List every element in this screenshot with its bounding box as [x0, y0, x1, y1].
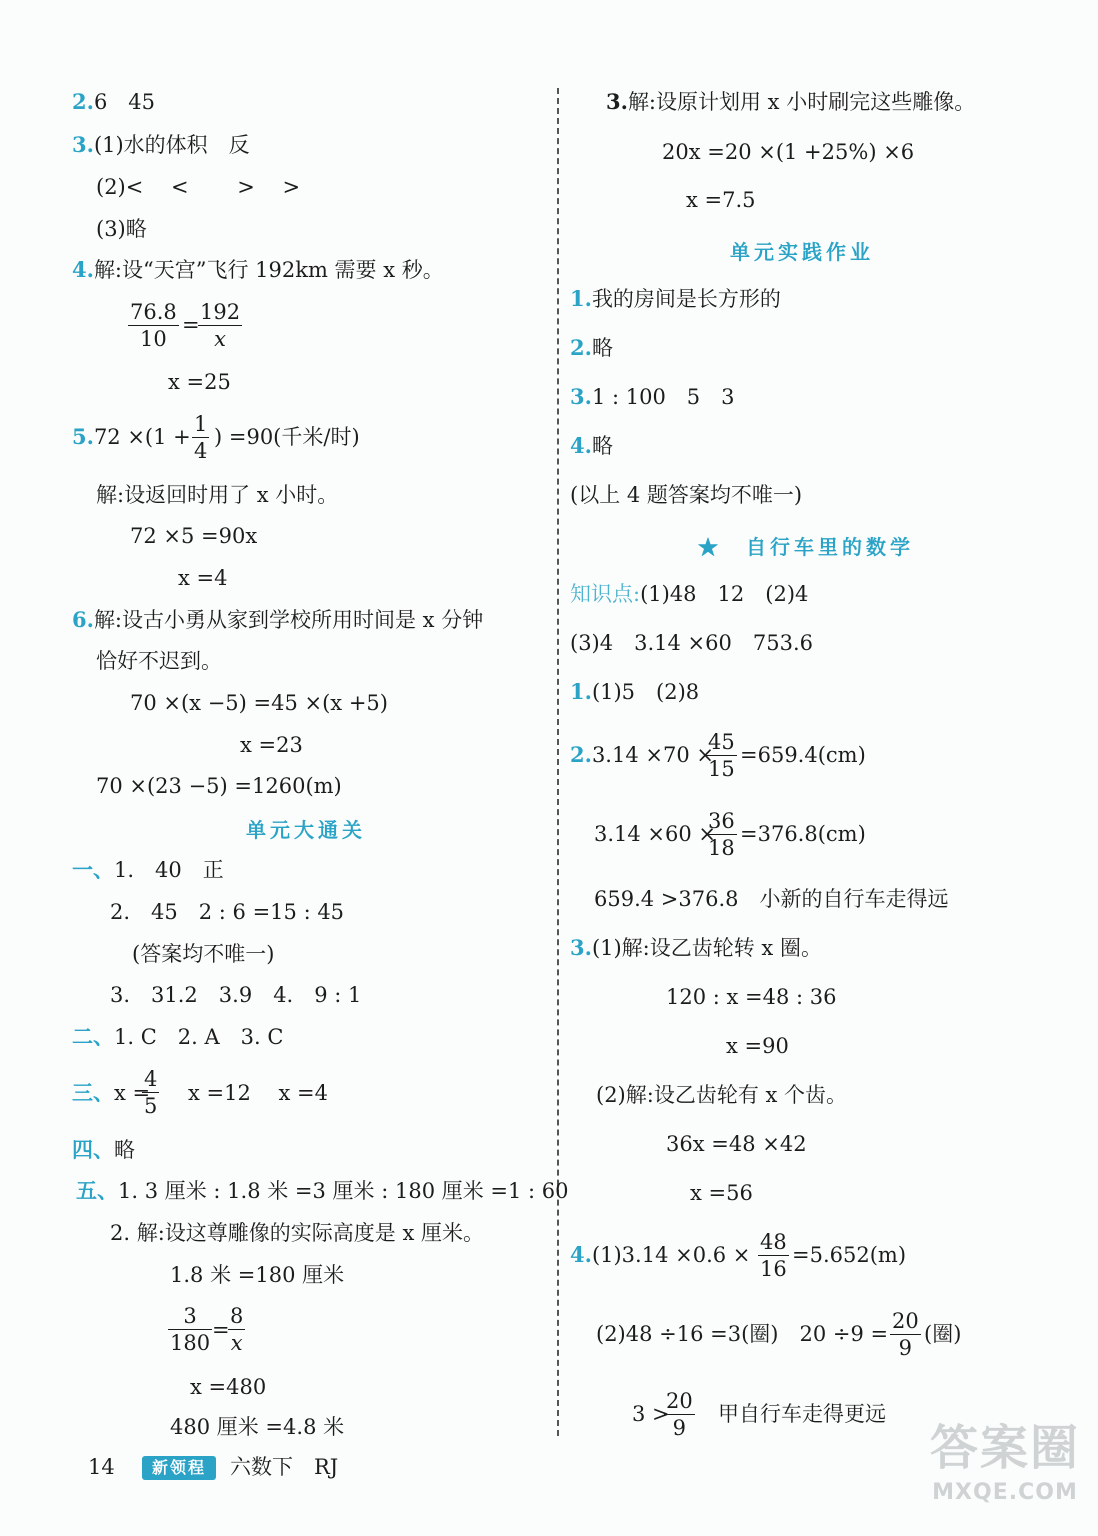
question-number: 3. [606, 89, 628, 114]
question-number: 2. [72, 89, 94, 114]
fraction: $\frac{45}{15}$ [708, 730, 735, 781]
answer-q6-line2: 恰好不迟到。 [96, 649, 222, 673]
unit-test-part1-line4: 3. 31.2 3.9 4. 9 : 1 [110, 983, 362, 1007]
bike-q4-line3: 3 > [632, 1402, 670, 1426]
bike-q2-line1: 2.3.14 ×70 × [570, 742, 714, 767]
bike-q3-line1: 3.(1)解:设乙齿轮转 x 圈。 [570, 935, 822, 960]
unit-test-part1-line2: 2. 45 2 : 6 =15 : 45 [110, 900, 345, 924]
answer-q4-line1: 4.解:设“天宫”飞行 192km 需要 x 秒。 [72, 257, 444, 282]
unit-test-part5-line3: 1.8 米 =180 厘米 [170, 1263, 345, 1287]
bike-q4-line2: (2)48 ÷16 =3(圈) 20 ÷9 = [596, 1322, 889, 1346]
answer-q3-line2: (2)< < > > [96, 175, 301, 199]
fraction: $\frac{20}{9}$ [892, 1309, 919, 1360]
bike-q3-line4: (2)解:设乙齿轮有 x 个齿。 [596, 1083, 848, 1107]
answer-q6-line4: x =23 [240, 733, 303, 757]
answer-q6-line3: 70 ×(x −5) =45 ×(x +5) [130, 691, 388, 715]
knowledge-point-line1: 知识点:(1)48 12 (2)4 [570, 582, 809, 606]
section-title-unit-test: 单元大通关 [246, 818, 366, 842]
answer-q2: 2.6 45 [72, 89, 156, 114]
practice-item-1: 1.我的房间是长方形的 [570, 286, 781, 311]
unit-test-part3: 三、x = [72, 1080, 151, 1105]
unit-test-part4: 四、略 [72, 1137, 135, 1162]
fraction: $\frac{4}{5}$ [144, 1067, 158, 1118]
bike-q3-line5: 36x =48 ×42 [666, 1132, 807, 1156]
column-divider [557, 88, 559, 1436]
page-number: 14 [88, 1455, 115, 1479]
fraction: $\frac{76.8}{10}$ [130, 300, 177, 351]
practice-item-2: 2.略 [570, 335, 613, 360]
fraction: $\frac{48}{16}$ [760, 1230, 787, 1281]
practice-note: (以上 4 题答案均不唯一) [570, 483, 803, 507]
unit-test-part5-line5: 480 厘米 =4.8 米 [170, 1415, 345, 1439]
unit-test-part5-line2: 2. 解:设这尊雕像的实际高度是 x 厘米。 [110, 1221, 484, 1245]
answer-q3-line3: (3)略 [96, 217, 147, 241]
unit-test-part1-line3: (答案均不唯一) [132, 942, 275, 966]
bike-q3-line3: x =90 [726, 1034, 789, 1058]
bike-q3-line2: 120 : x =48 : 36 [666, 985, 837, 1009]
practice-item-3: 3.1 : 100 5 3 [570, 384, 735, 409]
answer-q3-line1: 3.(1)水的体积 反 [72, 132, 250, 157]
question-number: 3. [72, 132, 94, 157]
answer-q4-result: x =25 [168, 370, 231, 394]
fraction: $\frac{36}{18}$ [708, 809, 735, 860]
bike-q4-line1: 4.(1)3.14 ×0.6 × [570, 1242, 751, 1267]
equals-sign: = [182, 313, 200, 337]
fraction: $\frac{192}{x}$ [200, 300, 241, 351]
unit-test-part2: 二、1. C 2. A 3. C [72, 1024, 284, 1049]
site-watermark: 答案圈 MXQE.COM [929, 1420, 1080, 1505]
bike-q1: 1.(1)5 (2)8 [570, 679, 700, 704]
answer-r-q3-line3: x =7.5 [686, 188, 756, 212]
brand-logo: 新领程 [142, 1456, 216, 1480]
bike-q3-line6: x =56 [690, 1181, 753, 1205]
bike-q2-line3: 659.4 >376.8 小新的自行车走得远 [594, 887, 949, 911]
fraction: $\frac{8}{x}$ [230, 1304, 244, 1355]
question-number: 5. [72, 424, 94, 449]
answer-q5-line1: 5.72 ×(1 + [72, 424, 191, 449]
answer-q5-line4: x =4 [178, 566, 228, 590]
answer-q6-line1: 6.解:设古小勇从家到学校所用时间是 x 分钟 [72, 607, 484, 632]
question-number: 6. [72, 607, 94, 632]
section-title-practice: 单元实践作业 [730, 240, 874, 264]
unit-test-part1-line1: 一、1. 40 正 [72, 857, 224, 882]
star-icon: ★ [698, 535, 722, 559]
book-subject: 六数下 RJ [230, 1455, 339, 1479]
answer-q6-line5: 70 ×(23 −5) =1260(m) [96, 774, 342, 798]
question-number: 4. [72, 257, 94, 282]
answer-r-q3-line2: 20x =20 ×(1 +25%) ×6 [662, 140, 915, 164]
unit-test-part5-line4: x =480 [190, 1375, 267, 1399]
bike-q2-line2: 3.14 ×60 × [594, 822, 717, 846]
practice-item-4: 4.略 [570, 433, 613, 458]
answer-q5-line3: 72 ×5 =90x [130, 524, 258, 548]
answer-q5-line2: 解:设返回时用了 x 小时。 [96, 483, 339, 507]
section-title-bike: ★ 自行车里的数学 [698, 535, 914, 559]
fraction: $\frac{20}{9}$ [666, 1389, 693, 1440]
knowledge-point-line2: (3)4 3.14 ×60 753.6 [570, 631, 813, 655]
fraction: $\frac{3}{180}$ [170, 1304, 211, 1355]
fraction: $\frac{1}{4}$ [194, 412, 208, 463]
unit-test-part5-line1: 五、1. 3 厘米 : 1.8 米 =3 厘米 : 180 厘米 =1 : 60 [76, 1178, 569, 1203]
answer-r-q3-line1: 3.解:设原计划用 x 小时刷完这些雕像。 [606, 89, 976, 114]
equals-sign: = [212, 1318, 230, 1342]
